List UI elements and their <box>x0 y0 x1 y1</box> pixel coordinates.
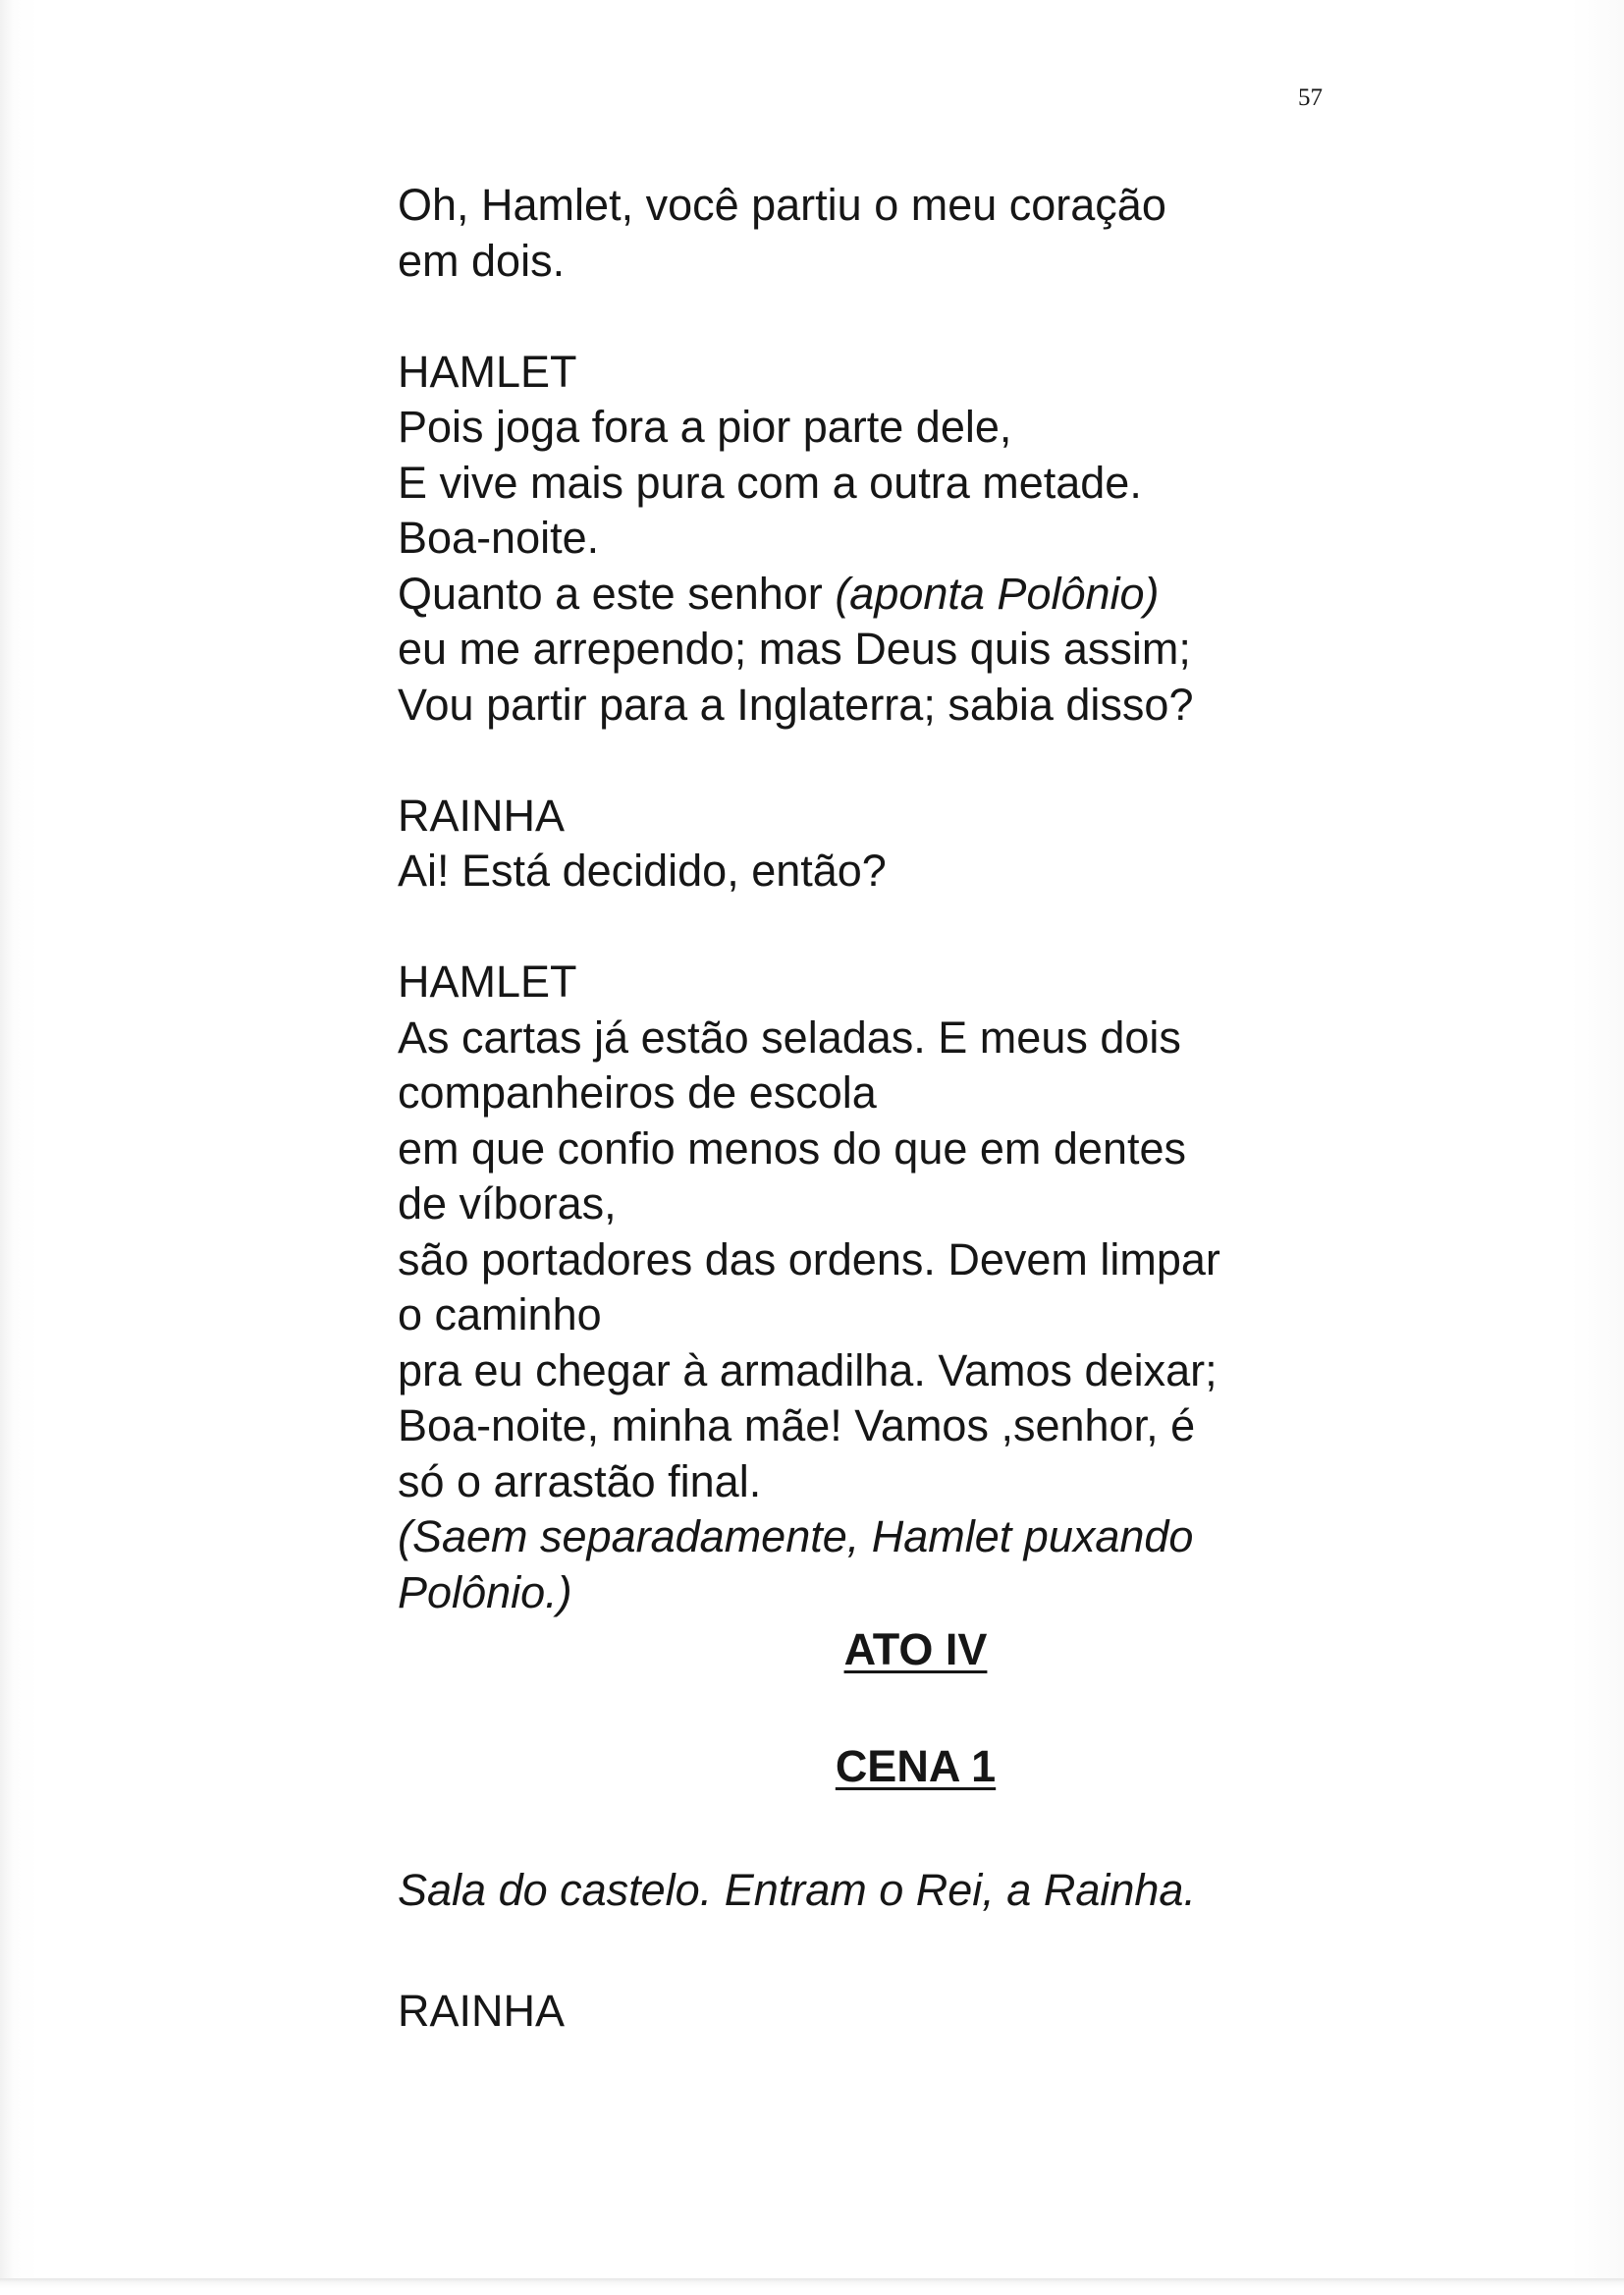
speaker-name: RAINHA <box>398 1985 566 2036</box>
page-number: 57 <box>1298 84 1323 111</box>
script-body <box>398 178 1340 2039</box>
dialogue-line: são portadores das ordens. Devem limpar <box>398 1233 1220 1284</box>
dialogue-line: pra eu chegar à armadilha. Vamos deixar; <box>398 1344 1218 1395</box>
dialogue-line: de víboras, <box>398 1178 617 1229</box>
speaker-name: RAINHA <box>398 790 566 841</box>
speaker-name: HAMLET <box>398 956 577 1007</box>
stage-direction: (Saem separadamente, Hamlet puxando <box>398 1511 1194 1561</box>
dialogue-line: em que confio menos do que em dentes <box>398 1122 1187 1174</box>
dialogue-line: o caminho <box>398 1289 602 1339</box>
dialogue-line: E vive mais pura com a outra metade. <box>398 457 1142 508</box>
spacer <box>398 900 1340 956</box>
dialogue-line: em dois. <box>398 235 566 286</box>
dialogue-text: Quanto a este senhor <box>398 568 836 619</box>
dialogue-line: Oh, Hamlet, você partiu o meu coração <box>398 180 1166 230</box>
stage-direction: Polônio.) <box>398 1566 572 1617</box>
page-bottom-edge <box>0 2278 1624 2295</box>
dialogue-line: Pois joga fora a pior parte dele, <box>398 402 1012 452</box>
spacer <box>398 733 1340 789</box>
dialogue-line-with-direction <box>398 567 1340 623</box>
scene-heading: CENA 1 <box>835 1740 997 1791</box>
act-heading: ATO IV <box>843 1624 988 1674</box>
dialogue-line: Boa-noite, minha mãe! Vamos ,senhor, é <box>398 1400 1196 1450</box>
spacer <box>398 1794 1340 1863</box>
stage-direction: (aponta Polônio) <box>835 568 1160 619</box>
speaker-name: HAMLET <box>398 346 577 397</box>
dialogue-line: As cartas já estão seladas. E meus dois <box>398 1011 1181 1063</box>
dialogue-line: eu me arrependo; mas Deus quis assim; <box>398 624 1191 674</box>
spacer <box>398 1919 1340 1984</box>
dialogue-line: Ai! Está decidido, então? <box>398 846 887 896</box>
dialogue-line: só o arrastão final. <box>398 1455 762 1506</box>
spacer <box>398 289 1340 345</box>
scene-setting: Sala do castelo. Entram o Rei, a Rainha. <box>398 1865 1196 1915</box>
dialogue-line: Vou partir para a Inglaterra; sabia disso? <box>398 679 1194 730</box>
dialogue-line: companheiros de escola <box>398 1067 877 1118</box>
dialogue-line: Boa-noite. <box>398 513 600 563</box>
